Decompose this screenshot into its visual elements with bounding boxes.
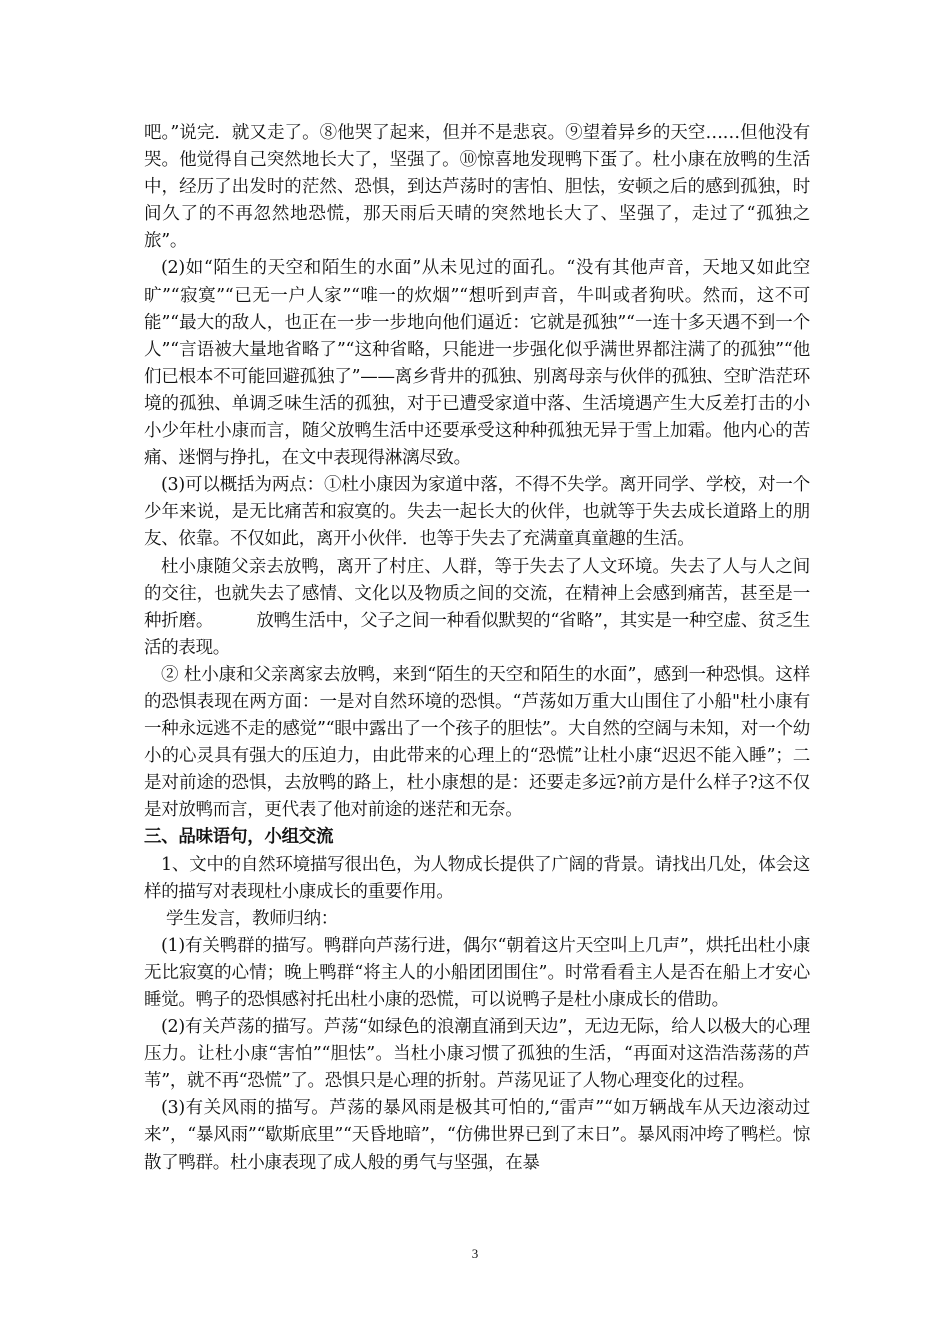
body-text (144, 120, 810, 1177)
page-number: 3 (471, 1246, 479, 1261)
paragraph: 杜小康随父亲去放鸭，离开了村庄、人群，等于失去了人文环境。失去了人与人之间的交往，也就失去了感情、文化以及物质之间的交流，在精神上会感到痛苦，甚至是一种折磨。 放鸭生活中，父子之间一种看似默契的“省略”，其实是一种空虚、贫乏生活的表现。 (144, 556, 810, 658)
paragraph: (3)可以概括为两点：①杜小康因为家道中落，不得不失学。离开同学、学校，对一个少年来说，是无比痛苦和寂寞的。失去一起长大的伙伴，也就等于失去成长道路上的朋友、依靠。不仅如此，离开小伙伴．也等于失去了充满童真童趣的生活。 (144, 475, 810, 550)
paragraph: (2)有关芦荡的描写。芦荡“如绿色的浪潮直涌到天边”，无边无际，给人以极大的心理压力。让杜小康“害怕”“胆怯”。当杜小康习惯了孤独的生活，“再面对这浩浩荡荡的芦苇”，就不再“恐慌”了。恐惧只是心理的折射。芦荡见证了人物心理变化的过程。 (144, 1017, 810, 1092)
paragraph: 吧。”说完．就又走了。⑧他哭了起来，但并不是悲哀。⑨望着异乡的天空……但他没有哭。他觉得自己突然地长大了，坚强了。⑩惊喜地发现鸭下蛋了。杜小康在放鸭的生活中，经历了出发时的茫然、恐惧，到达芦荡时的害怕、胆怯，安顿之后的感到孤独，时间久了的不再忽然地恐慌，那天雨后天晴的突然地长大了、坚强了，走过了“孤独之旅”。 (144, 123, 810, 252)
paragraph: ② 杜小康和父亲离家去放鸭，来到“陌生的天空和陌生的水面”，感到一种恐惧。这样的恐惧表现在两方面：一是对自然环境的恐惧。“芦荡如万重大山围住了小船"杜小康有一种永远逃不走的感觉”“眼中露出了一个孩子的胆怯”。大自然的空阔与未知，对一个幼小的心灵具有强大的压迫力，由此带来的心理上的“恐慌”让杜小康“迟迟不能入睡”；二是对前途的恐惧，去放鸭的路上，杜小康想的是：还要走多远?前方是什么样子?这不仅是对放鸭而言，更代表了他对前途的迷茫和无奈。 (144, 664, 810, 821)
paragraph: (2)如“陌生的天空和陌生的水面”从未见过的面孔。“没有其他声音，天地又如此空旷”“寂寞”“已无一户人家”“唯一的炊烟”“想听到声音，牛叫或者狗吠。然而，这不可能”“最大的敌人，也正在一步一步地向他们逼近：它就是孤独”“一连十多天遇不到一个人”“言语被大量地省略了”“这种省略，只能进一步强化似乎满世界都注满了的孤独”“他们已根本不可能回避孤独了”——离乡背井的孤独、别离母亲与伙伴的孤独、空旷浩茫环境的孤独、单调乏味生活的孤独，对于已遭受家道中落、生活境遇产生大反差打击的小小少年杜小康而言，随父放鸭生活中还要承受这种种孤独无异于雪上加霜。他内心的苦痛、迷惘与挣扎，在文中表现得淋漓尽致。 (144, 258, 810, 469)
paragraph: 学生发言，教师归纳： (166, 908, 338, 929)
section-heading: 三、品味语句，小组交流 (144, 827, 334, 848)
paragraph: (1)有关鸭群的描写。鸭群向芦荡行进，偶尔“朝着这片天空叫上几声”，烘托出杜小康无比寂寞的心情；晚上鸭群“将主人的小船团团围住”。时常看看主人是否在船上才安心睡觉。鸭子的恐惧感衬托出杜小康的恐慌，可以说鸭子是杜小康成长的借助。 (144, 935, 810, 1010)
paragraph: (3)有关风雨的描写。芦荡的暴风雨是极其可怕的,“雷声”“如万辆战车从天边滚动过来”，“暴风雨”“歇斯底里”“天昏地暗”，“仿佛世界已到了末日”。暴风雨冲垮了鸭栏。惊散了鸭群。杜小康表现了成人般的勇气与坚强，在暴 (144, 1098, 810, 1173)
paragraph: 1、文中的自然环境描写很出色，为人物成长提供了广阔的背景。请找出几处，体会这样的描写对表现杜小康成长的重要作用。 (144, 854, 810, 902)
